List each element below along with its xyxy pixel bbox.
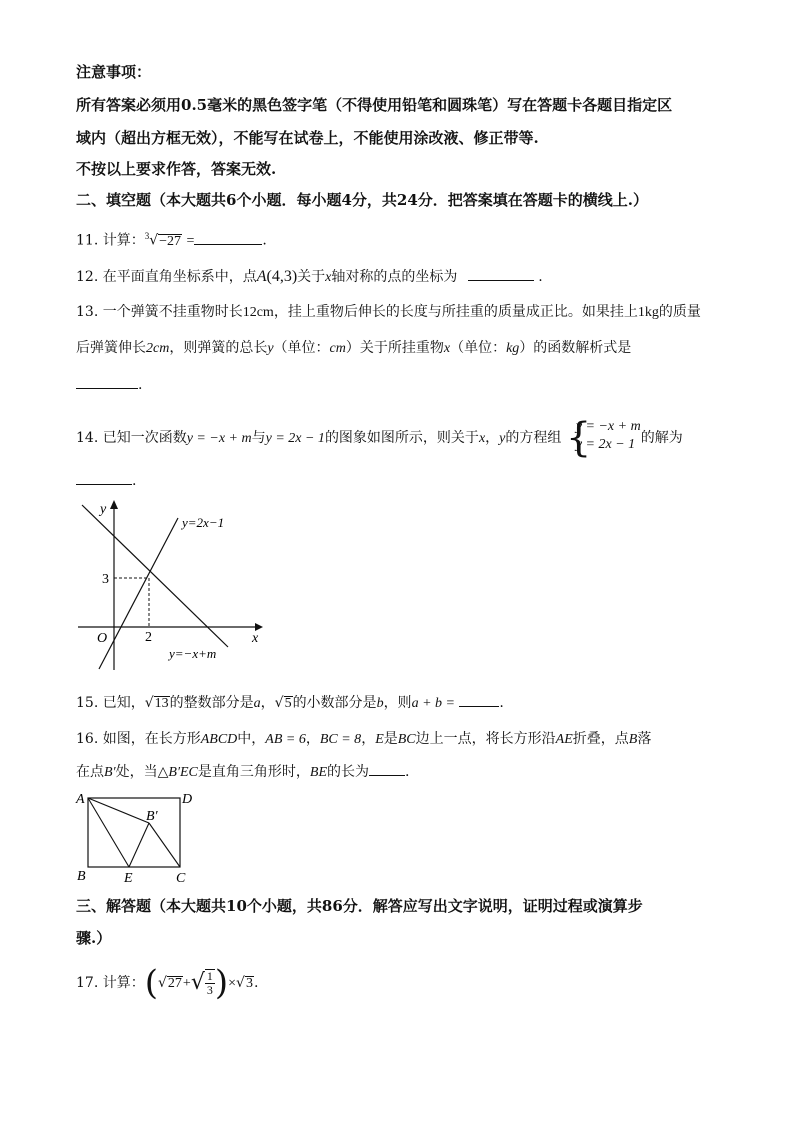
equation-system: { y = −x + m y = 2x − 1 bbox=[565, 415, 641, 461]
section-2-heading: 二、填空题（本大题共6个小题．每小题4分，共24分．把答案填在答题卡的横线上.） bbox=[76, 191, 648, 209]
answer-blank bbox=[194, 230, 262, 245]
label-a: A bbox=[76, 792, 85, 807]
tick-label-y: 3 bbox=[102, 572, 109, 587]
question-13-line-3: . bbox=[76, 374, 142, 395]
segment-ab-prime bbox=[88, 798, 149, 823]
line-label-neg-x-plus-m: y=−x+m bbox=[169, 646, 217, 661]
section-3-heading-line-2: 骤.） bbox=[76, 929, 112, 947]
line-label-2x-minus-1: y=2x−1 bbox=[182, 515, 225, 530]
label-e: E bbox=[124, 871, 133, 885]
notice-line-2: 域内（超出方框无效），不能写在试卷上，不能使用涂改液、修正带等. bbox=[76, 129, 539, 147]
answer-blank bbox=[76, 374, 138, 389]
segment-eb-prime bbox=[129, 823, 149, 867]
question-15: 15. 已知，√13的整数部分是a，√5的小数部分是b，则a + b = . bbox=[76, 692, 504, 714]
label-c: C bbox=[176, 871, 186, 885]
question-11: 11. 计算：$^3$√−27 = . bbox=[76, 231, 267, 249]
question-12: 12. 在平面直角坐标系中，点A(4,3)关于x轴对称的点的坐标为 . bbox=[76, 268, 543, 285]
answer-blank bbox=[369, 761, 405, 776]
y-axis-arrow bbox=[110, 500, 118, 509]
x-axis-label: x bbox=[252, 631, 259, 646]
fold-line-ae bbox=[88, 798, 129, 867]
x-axis-arrow bbox=[255, 623, 263, 631]
segment-b-prime-c bbox=[149, 823, 180, 867]
rectangle-fold-figure bbox=[72, 785, 212, 885]
question-17: 17. 计算：(√27+√ $\frac{1}{3}$ )×√3. bbox=[76, 963, 259, 1003]
label-b: B bbox=[77, 869, 86, 884]
question-16-line-2: 在点B′处，当△B′EC是直角三角形时，BE的长为 . bbox=[76, 761, 409, 783]
question-14-line-1: 14. 已知一次函数y = −x + m与y = 2x − 1的图象如图所示，则关于x，y的方程组 { y = −x + m y = 2x − 1 的解为 bbox=[76, 415, 683, 461]
function-graph bbox=[70, 495, 270, 675]
answer-blank bbox=[468, 266, 534, 281]
line-2x-minus-1 bbox=[99, 518, 178, 669]
question-13-line-1: 13. 一个弹簧不挂重物时长12cm，挂上重物后伸长的长度与所挂重的质量成正比。如果挂上1kg的质量 bbox=[76, 304, 701, 320]
question-13-line-2: 后弹簧伸长2cm，则弹簧的总长y（单位：cm）关于所挂重物x（单位：kg）的函数解析式是 bbox=[76, 340, 632, 356]
notice-line-1: 所有答案必须用0.5毫米的黑色签字笔（不得使用铅笔和圆珠笔）写在答题卡各题目指定区 bbox=[76, 96, 673, 114]
origin-label: O bbox=[97, 631, 108, 646]
answer-blank bbox=[76, 470, 132, 485]
tick-label-x: 2 bbox=[145, 630, 152, 645]
question-14-line-2: . bbox=[76, 470, 136, 491]
y-axis-label: y bbox=[100, 502, 107, 517]
notice-line-3: 不按以上要求作答，答案无效. bbox=[76, 160, 277, 178]
notice-title: 注意事项： bbox=[76, 63, 152, 81]
label-d: D bbox=[182, 792, 193, 807]
answer-blank bbox=[459, 692, 499, 707]
question-16-line-1: 16. 如图，在长方形ABCD中，AB = 6，BC = 8，E是BC边上一点，将长方形沿AE折叠，点B落 bbox=[76, 731, 652, 747]
section-3-heading-line-1: 三、解答题（本大题共10个小题，共86分．解答应写出文字说明，证明过程或演算步 bbox=[76, 897, 643, 915]
label-b-prime: B′ bbox=[146, 809, 158, 824]
